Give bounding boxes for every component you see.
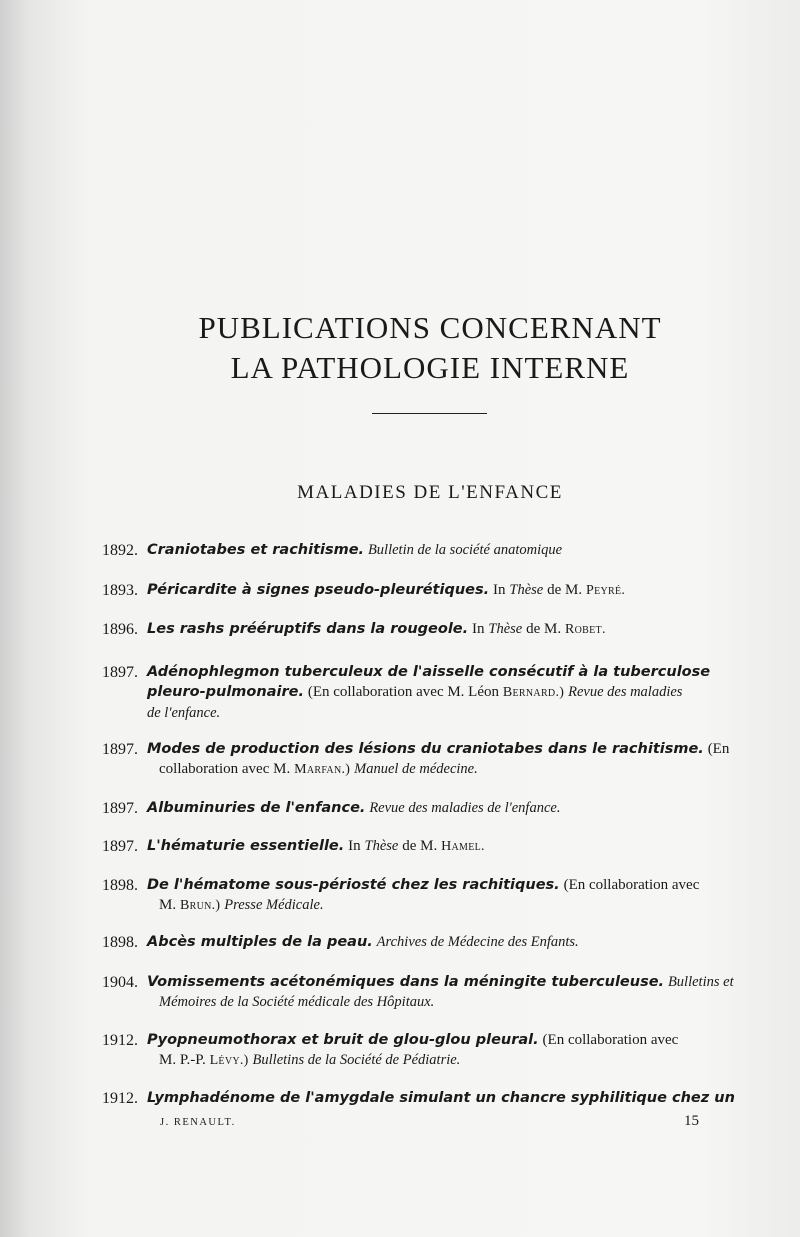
- entry-thesis: Thèse: [509, 582, 544, 598]
- bibliography-entry: [102, 739, 766, 780]
- bibliography-entry: [102, 1088, 766, 1108]
- entry-source: Manuel de médecine.: [354, 761, 478, 777]
- entry-title: Les rashs prééruptifs dans la rougeole.: [147, 621, 469, 637]
- entry-in: In: [472, 621, 485, 637]
- entry-source: Bulletin de la société anatomique: [367, 542, 563, 558]
- entry-year: 1912.: [102, 1032, 138, 1049]
- entry-year: 1896.: [102, 621, 138, 638]
- entry-author: Lévy.): [209, 1053, 249, 1068]
- entry-thesis: Thèse: [364, 838, 399, 854]
- entry-source: Revue des maladies: [568, 684, 683, 700]
- entry-de: de M.: [547, 582, 583, 598]
- entry-source: Presse Médicale.: [224, 897, 324, 913]
- entry-author: Robet.: [565, 622, 606, 637]
- bibliography-entry: [102, 932, 766, 952]
- entry-source: Revue des maladies de l'enfance.: [369, 800, 561, 816]
- bibliography-entry: [102, 1030, 766, 1071]
- page-number: 15: [684, 1113, 699, 1129]
- entry-year: 1897.: [102, 800, 138, 817]
- entry-title: De l'hématome sous-périosté chez les rachitiques.: [147, 877, 560, 893]
- entry-source: Bulletins de la Société de Pédiatrie.: [252, 1052, 461, 1068]
- entry-thesis: Thèse: [488, 621, 523, 637]
- bibliography-entry: [102, 972, 766, 1012]
- entry-year: 1892.: [102, 542, 138, 559]
- entry-year: 1897.: [102, 838, 138, 855]
- entry-collaboration-continued: M. P.-P.: [159, 1052, 206, 1068]
- entry-title: Abcès multiples de la peau.: [147, 934, 373, 950]
- entry-collaboration: (En: [707, 741, 730, 757]
- entry-year: 1904.: [102, 974, 138, 991]
- entry-title: Péricardite à signes pseudo-pleurétiques.: [147, 582, 490, 598]
- section-heading: MALADIES DE L'ENFANCE: [297, 482, 563, 503]
- entry-title: Modes de production des lésions du craniotabes dans le rachitisme.: [147, 741, 704, 757]
- entry-year: 1898.: [102, 934, 138, 951]
- bibliography-entry: [102, 875, 766, 916]
- entry-year: 1912.: [102, 1090, 138, 1107]
- entry-author: Bernard.): [502, 685, 565, 700]
- page-title-line-2: LA PATHOLOGIE INTERNE: [230, 350, 630, 385]
- entry-collaboration: (En collaboration avec: [542, 1032, 679, 1048]
- entry-title: Craniotabes et rachitisme.: [147, 542, 365, 558]
- entry-collaboration-continued: M.: [159, 897, 177, 913]
- bibliography-entry: [102, 540, 766, 560]
- entry-author: Hamel.: [441, 839, 485, 854]
- entry-source: Archives de Médecine des Enfants.: [376, 934, 579, 950]
- entry-source: Bulletins et: [667, 974, 734, 990]
- entry-collaboration: (En collaboration avec M. Léon: [307, 684, 500, 700]
- entry-de: de M.: [402, 838, 438, 854]
- bibliography-entry: [102, 619, 766, 640]
- entry-collaboration-continued: collaboration avec M.: [159, 761, 291, 777]
- entry-year: 1898.: [102, 877, 138, 894]
- entry-title: Pyopneumothorax et bruit de glou-glou pleural.: [147, 1032, 539, 1048]
- entry-title: Adénophlegmon tuberculeux de l'aisselle consécutif à la tuberculose: [147, 664, 711, 680]
- entry-source-continued: de l'enfance.: [147, 705, 221, 721]
- bibliography-entry: [102, 580, 766, 601]
- entry-year: 1897.: [102, 741, 138, 758]
- entry-title: Lymphadénome de l'amygdale simulant un chancre syphilitique chez un: [147, 1090, 735, 1106]
- entry-author: Marfan.): [294, 762, 351, 777]
- entry-title: Albuminuries de l'enfance.: [147, 800, 366, 816]
- entry-collaboration: (En collaboration avec: [563, 877, 700, 893]
- entry-de: de M.: [526, 621, 562, 637]
- footer-signature: J. RENAULT.: [160, 1117, 236, 1128]
- entry-title: Vomissements acétonémiques dans la méningite tuberculeuse.: [147, 974, 665, 990]
- entry-source-continued: Mémoires de la Société médicale des Hôpitaux.: [159, 994, 435, 1010]
- entry-in: In: [493, 582, 506, 598]
- bibliography-entry: [102, 836, 766, 857]
- bibliography-entry: [102, 662, 766, 723]
- entry-in: In: [348, 838, 361, 854]
- page-title-line-1: PUBLICATIONS CONCERNANT: [198, 310, 662, 345]
- entry-title-continued: pleuro-pulmonaire.: [147, 684, 304, 700]
- entry-year: 1893.: [102, 582, 138, 599]
- entry-title: L'hématurie essentielle.: [147, 838, 345, 854]
- bibliography-entry: [102, 798, 766, 818]
- entry-author: Brun.): [179, 898, 221, 913]
- entry-author: Peyré.: [585, 583, 626, 598]
- entry-year: 1897.: [102, 664, 138, 681]
- title-divider: [372, 413, 487, 414]
